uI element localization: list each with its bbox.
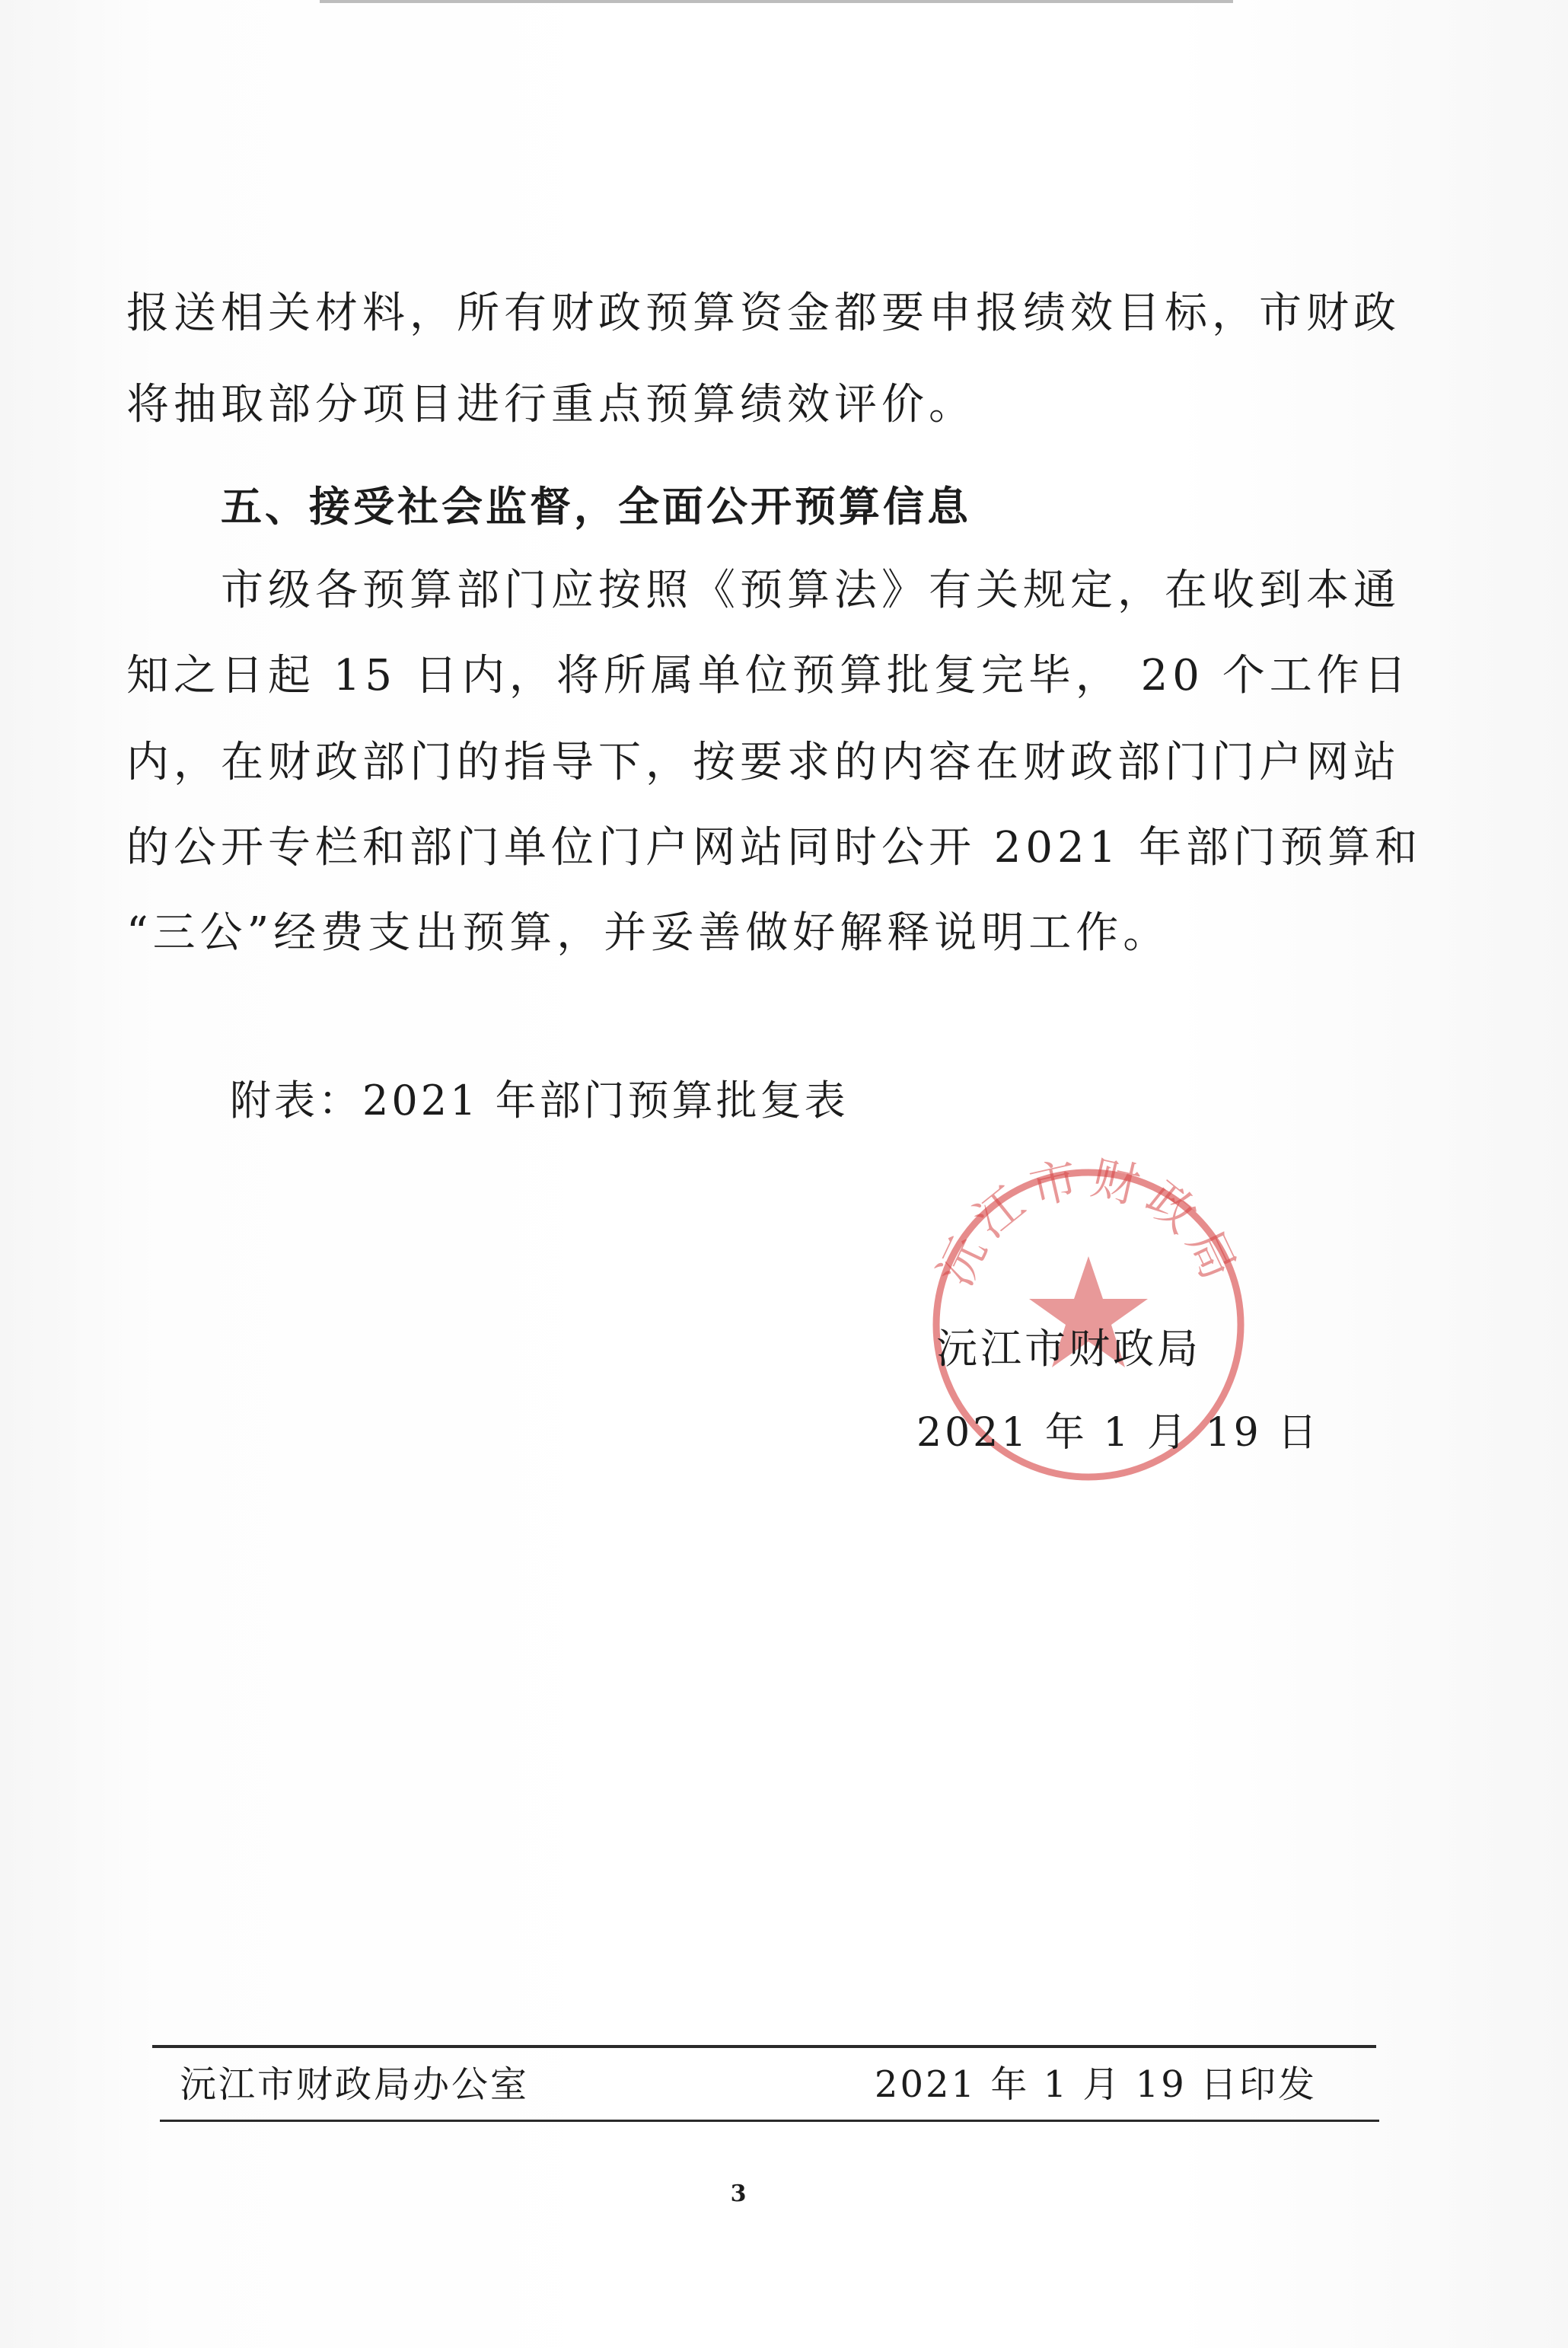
- signing-organization: 沅江市财政局: [936, 1325, 1201, 1373]
- attachment-note: 附表：2021 年部门预算批复表: [230, 1077, 849, 1125]
- body-line: 内，在财政部门的指导下，按要求的内容在财政部门门户网站: [126, 738, 1401, 787]
- body-line: “三公”经费支出预算，并妥善做好解释说明工作。: [126, 908, 1171, 958]
- footer-issuer: 沅江市财政局办公室: [180, 2063, 530, 2106]
- scan-edge: [320, 0, 1233, 3]
- body-line: 将抽取部分项目进行重点预算绩效评价。: [126, 380, 976, 429]
- page-number: 3: [730, 2181, 747, 2207]
- signing-date: 2021 年 1 月 19 日: [916, 1410, 1321, 1456]
- body-line: 市级各预算部门应按照《预算法》有关规定，在收到本通: [221, 566, 1401, 615]
- body-line: 知之日起 15 日内，将所属单位预算批复完毕， 20 个工作日: [126, 651, 1411, 700]
- footer-rule-top: [152, 2045, 1376, 2048]
- body-line: 的公开专栏和部门单位门户网站同时公开 2021 年部门预算和: [126, 823, 1423, 873]
- seal-text: 沅江市财政局: [926, 1150, 1251, 1295]
- footer-rule-bottom: [160, 2120, 1379, 2122]
- body-line: 报送相关材料，所有财政预算资金都要申报绩效目标，市财政: [126, 289, 1401, 338]
- footer-issue-date: 2021 年 1 月 19 日印发: [874, 2063, 1317, 2106]
- section-heading: 五、接受社会监督，全面公开预算信息: [221, 483, 971, 531]
